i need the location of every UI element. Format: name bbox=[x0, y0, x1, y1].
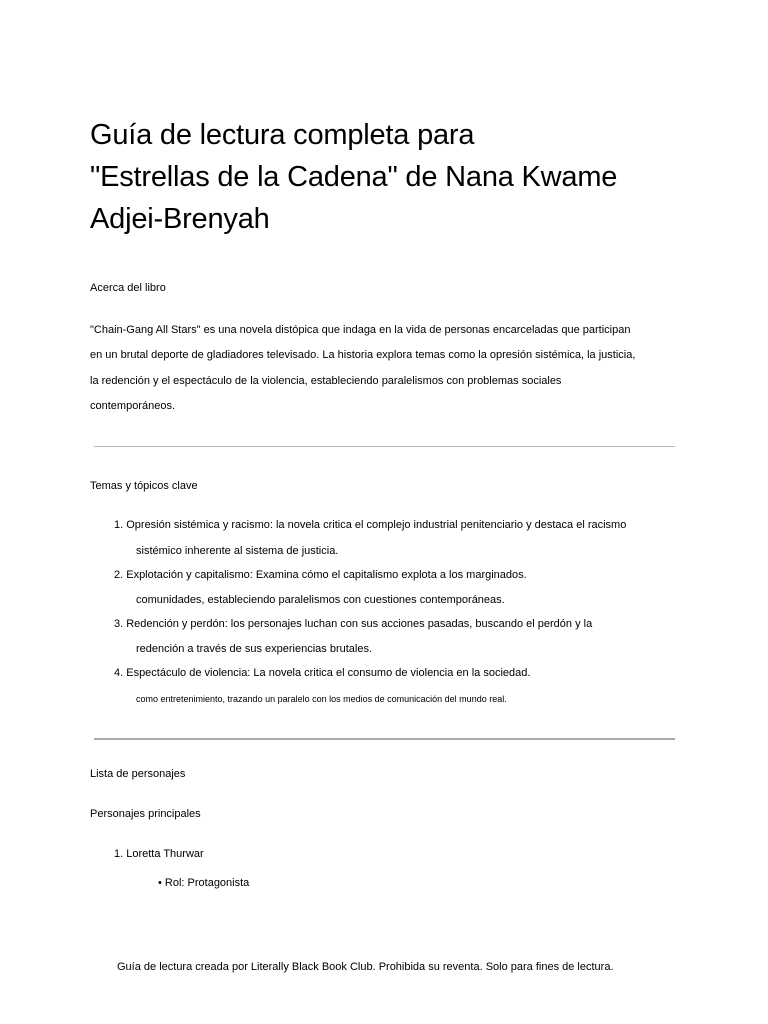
section-divider bbox=[94, 446, 675, 447]
theme-item-1: 1. Opresión sistémica y racismo: la novela critica el complejo industrial penitenciario y destaca el racismo bbox=[114, 519, 627, 531]
theme-item-3-continuation: redención a través de sus experiencias brutales. bbox=[136, 643, 373, 655]
main-characters-subheading: Personajes principales bbox=[90, 808, 201, 820]
about-line-4: contemporáneos. bbox=[90, 400, 175, 412]
theme-item-4: 4. Espectáculo de violencia: La novela critica el consumo de violencia en la sociedad. bbox=[114, 667, 531, 679]
title-line-3: Adjei-Brenyah bbox=[90, 203, 270, 235]
title-line-2: "Estrellas de la Cadena" de Nana Kwame bbox=[90, 161, 618, 193]
about-heading: Acerca del libro bbox=[90, 282, 166, 294]
themes-heading: Temas y tópicos clave bbox=[90, 480, 198, 492]
characters-heading: Lista de personajes bbox=[90, 768, 186, 780]
theme-item-4-continuation: como entretenimiento, trazando un paralelo con los medios de comunicación del mundo real. bbox=[136, 694, 507, 704]
about-line-2: en un brutal deporte de gladiadores televisado. La historia explora temas como la opresión sistémica, la justicia, bbox=[90, 349, 636, 361]
section-divider bbox=[94, 738, 675, 740]
title-line-1: Guía de lectura completa para bbox=[90, 119, 475, 151]
about-line-1: "Chain-Gang All Stars" es una novela distópica que indaga en la vida de personas encarceladas que participan bbox=[90, 324, 631, 336]
theme-item-1-continuation: sistémico inherente al sistema de justicia. bbox=[136, 545, 339, 557]
document-title bbox=[90, 114, 730, 240]
character-item-1: 1. Loretta Thurwar bbox=[114, 848, 204, 860]
page-footer: Guía de lectura creada por Literally Black Book Club. Prohibida su reventa. Solo para fines de lectura. bbox=[117, 961, 614, 973]
theme-item-2-continuation: comunidades, estableciendo paralelismos con cuestiones contemporáneas. bbox=[136, 594, 505, 606]
character-item-1-role: • Rol: Protagonista bbox=[158, 877, 250, 889]
theme-item-2: 2. Explotación y capitalismo: Examina cómo el capitalismo explota a los marginados. bbox=[114, 569, 527, 581]
theme-item-3: 3. Redención y perdón: los personajes luchan con sus acciones pasadas, buscando el perdón y la bbox=[114, 618, 593, 630]
about-line-3: la redención y el espectáculo de la violencia, estableciendo paralelismos con problemas sociales bbox=[90, 375, 562, 387]
